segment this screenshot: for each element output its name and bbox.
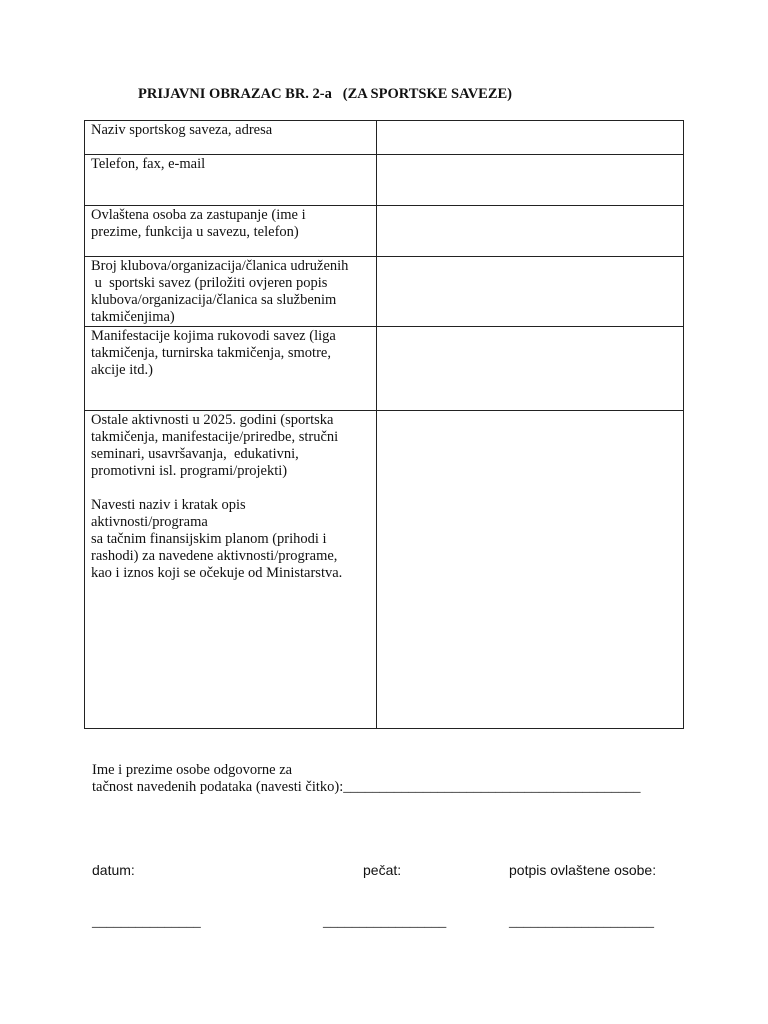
label-line: takmičenjima) (91, 309, 175, 325)
row-label-contact (85, 155, 377, 206)
label-line: Telefon, fax, e-mail (91, 156, 206, 172)
spacer (91, 480, 370, 497)
input-other-activities[interactable] (377, 411, 684, 729)
label-line: prezime, funkcija u savezu, telefon) (91, 224, 299, 240)
input-contact[interactable] (377, 155, 684, 206)
input-union-name[interactable] (377, 121, 684, 155)
form-title: PRIJAVNI OBRAZAC BR. 2-a (ZA SPORTSKE SAVEZE) (138, 86, 513, 102)
form-row-events (85, 327, 684, 411)
input-club-count[interactable] (377, 257, 684, 327)
label-line: Ovlaštena osoba za zastupanje (ime i (91, 207, 306, 223)
row-label-other-activities (85, 411, 377, 729)
label-line: rashodi) za navedene aktivnosti/programe, (91, 548, 338, 564)
label-line: Ostale aktivnosti u 2025. godini (sportska (91, 412, 334, 428)
form-row-contact (85, 155, 684, 206)
label-line: Manifestacije kojima rukovodi savez (liga (91, 328, 336, 344)
label-line: seminari, usavršavanja, edukativni, (91, 446, 299, 462)
label-line: takmičenja, turnirska takmičenja, smotre, (91, 345, 331, 361)
label-line: kao i iznos koji se očekuje od Ministarstva. (91, 565, 343, 581)
row-label-authorized-person (85, 206, 377, 257)
responsible-person-label: Ime i prezime osobe odgovorne za (92, 762, 293, 778)
date-field[interactable]: _______________ (92, 914, 201, 930)
form-row-other-activities (85, 411, 684, 729)
form-row-union-name (85, 121, 684, 155)
input-authorized-person[interactable] (377, 206, 684, 257)
signature-label: potpis ovlaštene osobe: (509, 862, 657, 878)
input-events[interactable] (377, 327, 684, 411)
application-form-table (84, 120, 684, 729)
row-label-union-name (85, 121, 377, 155)
date-label: datum: (92, 862, 135, 878)
seal-field[interactable]: _________________ (323, 914, 447, 930)
label-line: u sportski savez (priložiti ovjeren popis (91, 275, 328, 291)
label-line: takmičenja, manifestacije/priredbe, stručni (91, 429, 339, 445)
seal-label: pečat: (363, 862, 402, 878)
row-label-club-count (85, 257, 377, 327)
label-line: klubova/organizacija/članica sa službenim (91, 292, 337, 308)
responsible-person-field[interactable]: tačnost navedenih podataka (navesti čitko):_________________________________________ (92, 779, 641, 795)
signature-field[interactable]: ____________________ (509, 914, 654, 930)
label-line: aktivnosti/programa (91, 514, 208, 530)
label-line: promotivni isl. programi/projekti) (91, 463, 288, 479)
label-line: Naziv sportskog saveza, adresa (91, 122, 273, 138)
label-line: akcije itd.) (91, 362, 154, 378)
form-row-club-count (85, 257, 684, 327)
label-line: sa tačnim finansijskim planom (prihodi i (91, 531, 327, 547)
form-row-authorized-person (85, 206, 684, 257)
label-line: Navesti naziv i kratak opis (91, 497, 246, 513)
label-line: Broj klubova/organizacija/članica udruženih (91, 258, 349, 274)
row-label-events (85, 327, 377, 411)
